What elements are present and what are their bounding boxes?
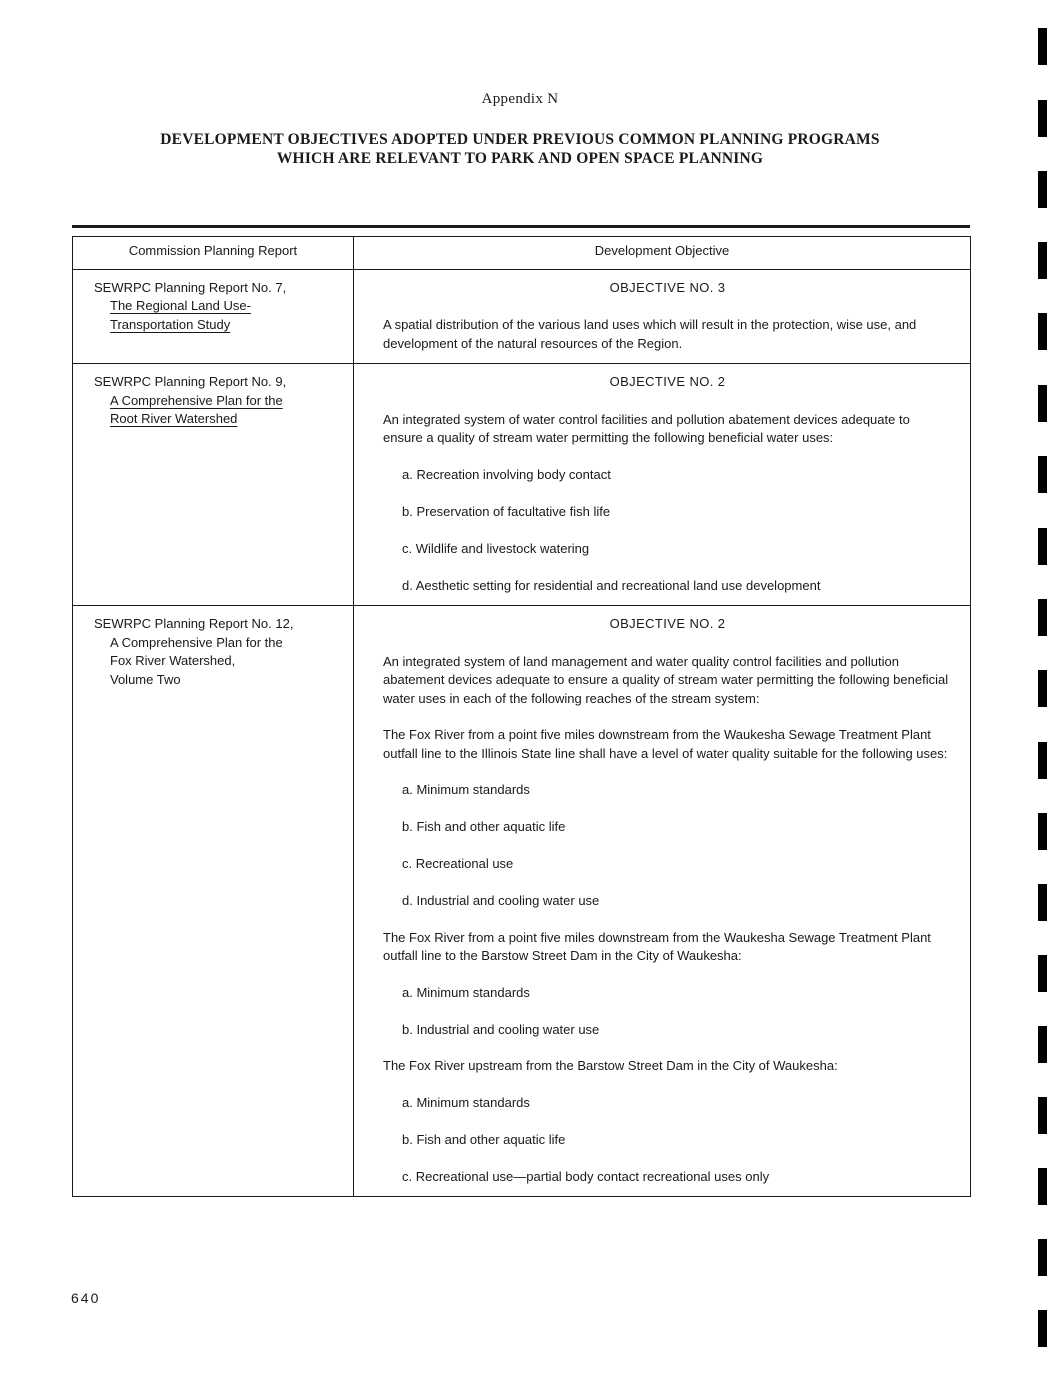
- report-title-line: SEWRPC Planning Report No. 7,: [94, 279, 287, 295]
- report-subtitle-line: Transportation Study: [110, 316, 231, 332]
- objective-cell: [354, 606, 971, 1197]
- report-subtitle: [94, 410, 343, 429]
- list-item: b. Preservation of facultative fish life: [402, 503, 611, 519]
- edge-mark: [1038, 670, 1047, 707]
- reach-text: The Fox River upstream from the Barstow Street Dam in the City of Waukesha:: [383, 1058, 838, 1073]
- report-cell: [73, 269, 354, 364]
- objective-text: An integrated system of land management and water quality control facilities and pollution abatement devices adequate to ensure a quality of stream water permitting the following beneficial water uses in each of the following reaches of the stream system:: [383, 653, 949, 706]
- table-row: [73, 606, 971, 1197]
- report-title-line: SEWRPC Planning Report No. 9,: [94, 374, 287, 389]
- report-subtitle-line: The Regional Land Use-: [110, 298, 251, 313]
- title-line-1: DEVELOPMENT OBJECTIVES ADOPTED UNDER PREVIOUS COMMON PLANNING PROGRAMS: [160, 131, 880, 148]
- list-item: a. Minimum standards: [402, 1094, 530, 1110]
- table-header-row: [73, 237, 971, 270]
- page-number: 640: [71, 1290, 101, 1306]
- report-subtitle: [94, 392, 343, 411]
- objective-cell: [354, 364, 971, 606]
- edge-mark: [1038, 1310, 1047, 1347]
- list-item: b. Industrial and cooling water use: [402, 1021, 600, 1037]
- reach-text: The Fox River from a point five miles downstream from the Waukesha Sewage Treatment Plant outfall line to the Illinois State line shall have a level of water quality suitable for the following uses:: [383, 727, 948, 761]
- column-header-objective: Development Objective: [354, 237, 971, 270]
- edge-mark: [1038, 742, 1047, 779]
- appendix-label: Appendix N: [481, 91, 559, 107]
- reach-block: [383, 726, 952, 911]
- edge-mark: [1038, 385, 1047, 422]
- use-list: [383, 466, 952, 596]
- report-subtitle-line: A Comprehensive Plan for the: [110, 634, 283, 650]
- report-cell: [73, 606, 354, 1197]
- edge-mark: [1038, 1097, 1047, 1134]
- objective-heading: OBJECTIVE NO. 2: [609, 616, 726, 631]
- objective-heading: OBJECTIVE NO. 2: [609, 374, 726, 389]
- column-header-report: Commission Planning Report: [73, 237, 354, 270]
- report-subtitle: [94, 297, 343, 316]
- use-list: [383, 1094, 952, 1187]
- list-item: a. Minimum standards: [402, 782, 530, 797]
- report-subtitle-line: A Comprehensive Plan for the: [110, 392, 283, 408]
- edge-mark: [1038, 456, 1047, 493]
- use-list: [383, 984, 952, 1040]
- list-item: b. Fish and other aquatic life: [402, 819, 566, 834]
- edge-mark: [1038, 599, 1047, 636]
- report-subtitle-line: Fox River Watershed,: [110, 653, 236, 668]
- list-item: c. Recreational use—partial body contact recreational uses only: [402, 1168, 770, 1184]
- list-item: d. Industrial and cooling water use: [402, 893, 600, 908]
- edge-mark: [1038, 955, 1047, 992]
- report-subtitle-line: Volume Two: [110, 671, 181, 687]
- use-list: [383, 781, 952, 911]
- table-row: [73, 364, 971, 606]
- edge-mark: [1038, 313, 1047, 350]
- objective-text: An integrated system of water control facilities and pollution abatement devices adequate to ensure a quality of stream water permitting the following beneficial water uses:: [383, 411, 910, 445]
- list-item: a. Recreation involving body contact: [402, 466, 611, 482]
- edge-mark: [1038, 1168, 1047, 1205]
- edge-mark: [1038, 28, 1047, 65]
- list-item: c. Wildlife and livestock watering: [402, 540, 590, 556]
- reach-text: The Fox River from a point five miles downstream from the Waukesha Sewage Treatment Plant outfall line to the Barstow Street Dam in the City of Waukesha:: [383, 929, 931, 963]
- reach-block: [383, 1057, 952, 1186]
- edge-mark: [1038, 528, 1047, 565]
- list-item: d. Aesthetic setting for residential and recreational land use development: [402, 577, 821, 593]
- objective-text: A spatial distribution of the various land uses which will result in the protection, wise use, and development of the natural resources of the Region.: [383, 317, 917, 351]
- list-item: b. Fish and other aquatic life: [402, 1131, 566, 1147]
- report-subtitle: [94, 316, 343, 335]
- edge-mark: [1038, 1239, 1047, 1276]
- edge-mark: [1038, 100, 1047, 137]
- edge-mark: [1038, 171, 1047, 208]
- list-item: c. Recreational use: [402, 856, 514, 871]
- title-line-2: WHICH ARE RELEVANT TO PARK AND OPEN SPACE PLANNING: [276, 150, 764, 167]
- list-item: a. Minimum standards: [402, 984, 530, 1000]
- page-title: [0, 130, 1040, 168]
- report-subtitle-line: Root River Watershed: [110, 411, 238, 426]
- objectives-table: [72, 236, 971, 1197]
- report-title-line: SEWRPC Planning Report No. 12,: [94, 616, 294, 631]
- objective-heading: OBJECTIVE NO. 3: [609, 279, 726, 295]
- reach-block: [383, 929, 952, 1040]
- table-row: [73, 269, 971, 364]
- edge-mark: [1038, 884, 1047, 921]
- edge-mark: [1038, 1026, 1047, 1063]
- objective-cell: [354, 269, 971, 364]
- report-cell: [73, 364, 354, 606]
- edge-mark: [1038, 813, 1047, 850]
- edge-mark: [1038, 242, 1047, 279]
- top-rule: [72, 225, 970, 228]
